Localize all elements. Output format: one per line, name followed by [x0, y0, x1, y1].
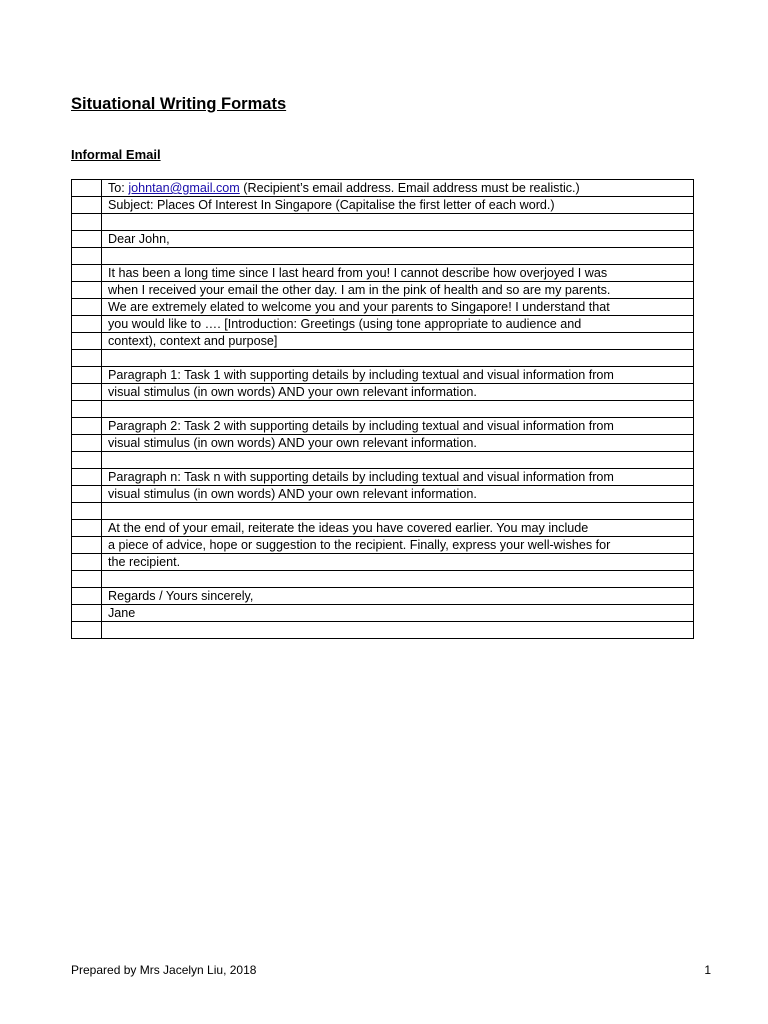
table-row: [72, 350, 694, 367]
row-number-cell: [72, 401, 102, 418]
row-text-cell: visual stimulus (in own words) AND your own relevant information.: [102, 486, 694, 503]
table-row: [72, 571, 694, 588]
row-text-cell: [102, 503, 694, 520]
row-number-cell: [72, 367, 102, 384]
table-row: [72, 367, 694, 384]
table-row: [72, 486, 694, 503]
row-text-cell: Dear John,: [102, 231, 694, 248]
row-number-cell: [72, 469, 102, 486]
table-row: [72, 401, 694, 418]
table-row: [72, 418, 694, 435]
table-row: [72, 248, 694, 265]
row-text-cell: Regards / Yours sincerely,: [102, 588, 694, 605]
row-text-cell: [102, 571, 694, 588]
footer-prepared-by: Prepared by Mrs Jacelyn Liu, 2018: [71, 963, 257, 977]
to-line-cell: [102, 180, 694, 197]
table-row: [72, 452, 694, 469]
row-number-cell: [72, 350, 102, 367]
email-table-body: [72, 180, 694, 639]
row-text-cell: a piece of advice, hope or suggestion to the recipient. Finally, express your well-wishes for: [102, 537, 694, 554]
row-text-cell: [102, 622, 694, 639]
table-row: [72, 197, 694, 214]
row-text-cell: [102, 350, 694, 367]
table-row: [72, 384, 694, 401]
row-number-cell: [72, 537, 102, 554]
table-row: [72, 316, 694, 333]
row-text-cell: At the end of your email, reiterate the ideas you have covered earlier. You may include: [102, 520, 694, 537]
row-text-cell: Paragraph n: Task n with supporting details by including textual and visual information from: [102, 469, 694, 486]
to-note: (Recipient’s email address. Email address must be realistic.): [239, 181, 580, 195]
table-row: [72, 435, 694, 452]
row-number-cell: [72, 265, 102, 282]
row-text-cell: context), context and purpose]: [102, 333, 694, 350]
table-row: [72, 333, 694, 350]
row-number-cell: [72, 622, 102, 639]
row-text-cell: It has been a long time since I last heard from you! I cannot describe how overjoyed I was: [102, 265, 694, 282]
row-number-cell: [72, 282, 102, 299]
row-text-cell: [102, 248, 694, 265]
row-text-cell: [102, 401, 694, 418]
row-number-cell: [72, 248, 102, 265]
row-number-cell: [72, 571, 102, 588]
table-row: [72, 214, 694, 231]
row-number-cell: [72, 588, 102, 605]
row-text-cell: Subject: Places Of Interest In Singapore (Capitalise the first letter of each word.): [102, 197, 694, 214]
table-row: [72, 588, 694, 605]
table-row: [72, 605, 694, 622]
row-number-cell: [72, 486, 102, 503]
row-number-cell: [72, 231, 102, 248]
footer-page-number: 1: [704, 963, 711, 977]
row-text-cell: visual stimulus (in own words) AND your own relevant information.: [102, 435, 694, 452]
recipient-email-link[interactable]: johntan@gmail.com: [128, 181, 240, 195]
row-text-cell: Paragraph 1: Task 1 with supporting details by including textual and visual information from: [102, 367, 694, 384]
table-row: [72, 503, 694, 520]
table-row: [72, 231, 694, 248]
row-number-cell: [72, 316, 102, 333]
table-row: [72, 265, 694, 282]
row-number-cell: [72, 299, 102, 316]
row-number-cell: [72, 197, 102, 214]
row-number-cell: [72, 333, 102, 350]
row-number-cell: [72, 214, 102, 231]
row-text-cell: Jane: [102, 605, 694, 622]
row-number-cell: [72, 605, 102, 622]
row-text-cell: We are extremely elated to welcome you and your parents to Singapore! I understand that: [102, 299, 694, 316]
row-number-cell: [72, 452, 102, 469]
table-row: [72, 299, 694, 316]
row-text-cell: the recipient.: [102, 554, 694, 571]
row-text-cell: visual stimulus (in own words) AND your own relevant information.: [102, 384, 694, 401]
table-row: [72, 469, 694, 486]
row-text-cell: you would like to …. [Introduction: Greetings (using tone appropriate to audience and: [102, 316, 694, 333]
row-number-cell: [72, 554, 102, 571]
row-number-cell: [72, 180, 102, 197]
section-heading: Informal Email: [71, 147, 161, 162]
table-row: [72, 282, 694, 299]
email-format-table: [71, 179, 694, 639]
table-row: [72, 554, 694, 571]
table-row: [72, 622, 694, 639]
row-number-cell: [72, 384, 102, 401]
row-number-cell: [72, 435, 102, 452]
row-number-cell: [72, 503, 102, 520]
table-row: [72, 520, 694, 537]
table-row: [72, 537, 694, 554]
row-text-cell: Paragraph 2: Task 2 with supporting details by including textual and visual information from: [102, 418, 694, 435]
document-title: Situational Writing Formats: [71, 95, 287, 113]
table-row: [72, 180, 694, 197]
to-label: To:: [108, 181, 129, 195]
row-text-cell: when I received your email the other day. I am in the pink of health and so are my parents.: [102, 282, 694, 299]
row-number-cell: [72, 418, 102, 435]
row-number-cell: [72, 520, 102, 537]
row-text-cell: [102, 452, 694, 469]
row-text-cell: [102, 214, 694, 231]
